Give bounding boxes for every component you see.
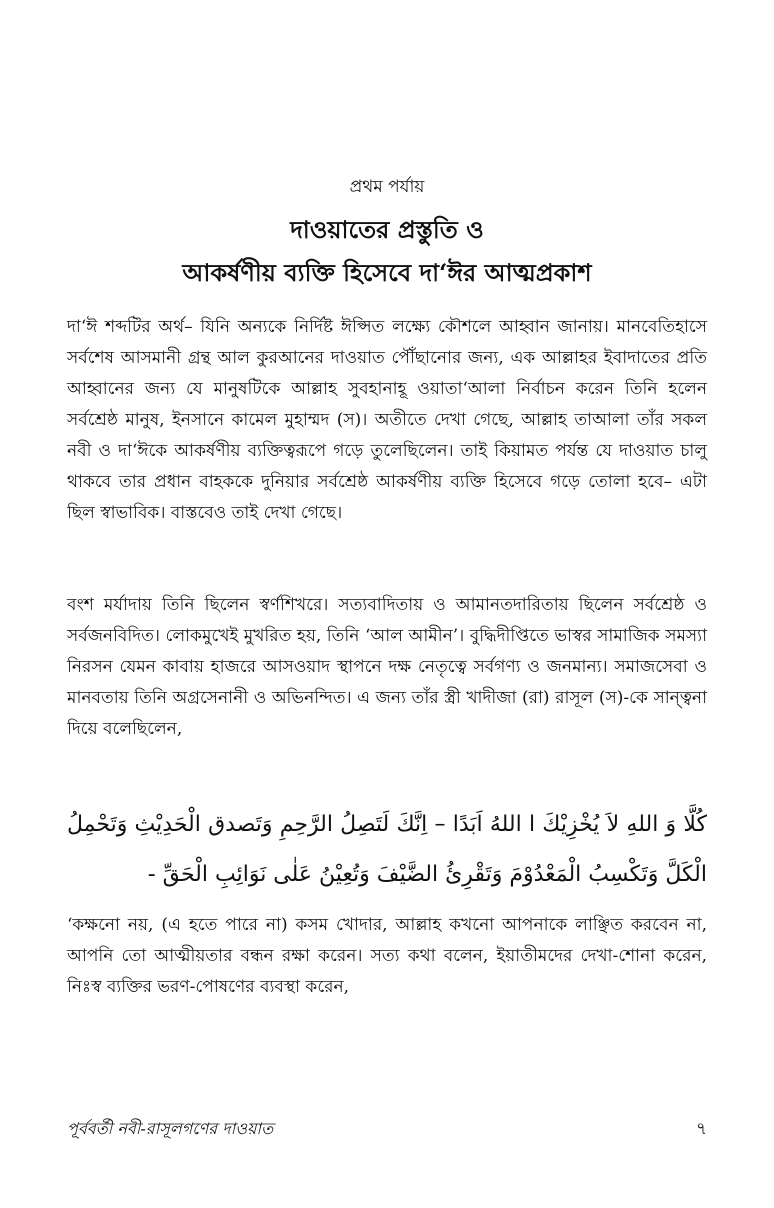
page-number: ৭ [695,1119,707,1139]
section-title-line-2: আকর্ষণীয় ব্যক্তি হিসেবে দা‘ঈর আত্মপ্রকাশ [182,258,592,287]
arabic-quote: كُلَّا وَ اللهِ لاَ يُخْزِيْكَ ا اللهُ اَبَدًا – اِنَّكَ لَتَصِلُ الرَّحِمِ وَتَصدق الْحَدِيْثِ وَتَحْمِلُ الْكَلَّ وَتَكْسِبُ الْمَعْدُوْمَ وَتَقْرِئُ الضَّيْفَ وَتُعِيْنُ عَلٰى نَوَائِبِ الْحَقِّ - [67,812,707,887]
body-paragraph-3: ‘কক্ষনো নয়, (এ হতে পারে না) কসম খোদার, আল্লাহ কখনো আপনাকে লাঞ্ছিত করবেন না, আপনি তো আত্মীয়তার বন্ধন রক্ষা করেন। সত্য কথা বলেন, ইয়াতীমদের দেখা-শোনা করেন, নিঃস্ব ব্যক্তির ভরণ-পোষণের ব্যবস্থা করেন, [67,915,707,997]
chapter-label: প্রথম পর্যায় [349,177,425,197]
running-footer-title: পূর্ববর্তী নবী-রাসূলগণের দাওয়াত [67,1119,274,1138]
body-paragraph-2: বংশ মর্যাদায় তিনি ছিলেন স্বর্ণশিখরে। সত্যবাদিতায় ও আমানতদারিতায় ছিলেন সর্বশ্রেষ্ঠ ও সর্বজনবিদিত। লোকমুখেই মুখরিত হয়, তিনি ‘আল আমীন’। বুদ্ধিদীপ্তিতে ভাস্বর সামাজিক সমস্যা নিরসন যেমন কাবায় হাজরে আসওয়াদ স্থাপনে দক্ষ নেতৃত্বে সর্বগণ্য ও জনমান্য। সমাজসেবা ও মানবতায় তিনি অগ্রসেনানী ও অভিনন্দিত। এ জন্য তাঁর স্ত্রী খাদীজা (রা) রাসূল (স)-কে সান্ত্বনা দিয়ে বলেছিলেন, [67,595,707,739]
section-title-line-1: দাওয়াতের প্রস্তুতি ও [290,215,484,244]
body-paragraph-1: দা‘ঈ শব্দটির অর্থ– যিনি অন্যকে নির্দিষ্ট ঈপ্সিত লক্ষ্যে কৌশলে আহ্বান জানায়। মানবেতিহাসে সর্বশেষ আসমানী গ্রন্থ আল কুরআনের দাওয়াত পৌঁছানোর জন্য, এক আল্লাহর ইবাদাতের প্রতি আহ্বানের জন্য যে মানুষটিকে আল্লাহ সুবহানাহূ ওয়াতা‘আলা নির্বাচন করেন তিনি হলেন সর্বশ্রেষ্ঠ মানুষ, ইনসানে কামেল মুহাম্মদ (স)। অতীতে দেখা গেছে, আল্লাহ তাআলা তাঁর সকল নবী ও দা‘ঈকে আকর্ষণীয় ব্যক্তিত্বরূপে গড়ে তুলেছিলেন। তাই কিয়ামত পর্যন্ত যে দাওয়াত চালু থাকবে তার প্রধান বাহককে দুনিয়ার সর্বশ্রেষ্ঠ আকর্ষণীয় ব্যক্তি হিসেবে গড়ে তোলা হবে– এটা ছিল স্বাভাবিক। বাস্তবেও তাই দেখা গেছে। [67,317,707,523]
